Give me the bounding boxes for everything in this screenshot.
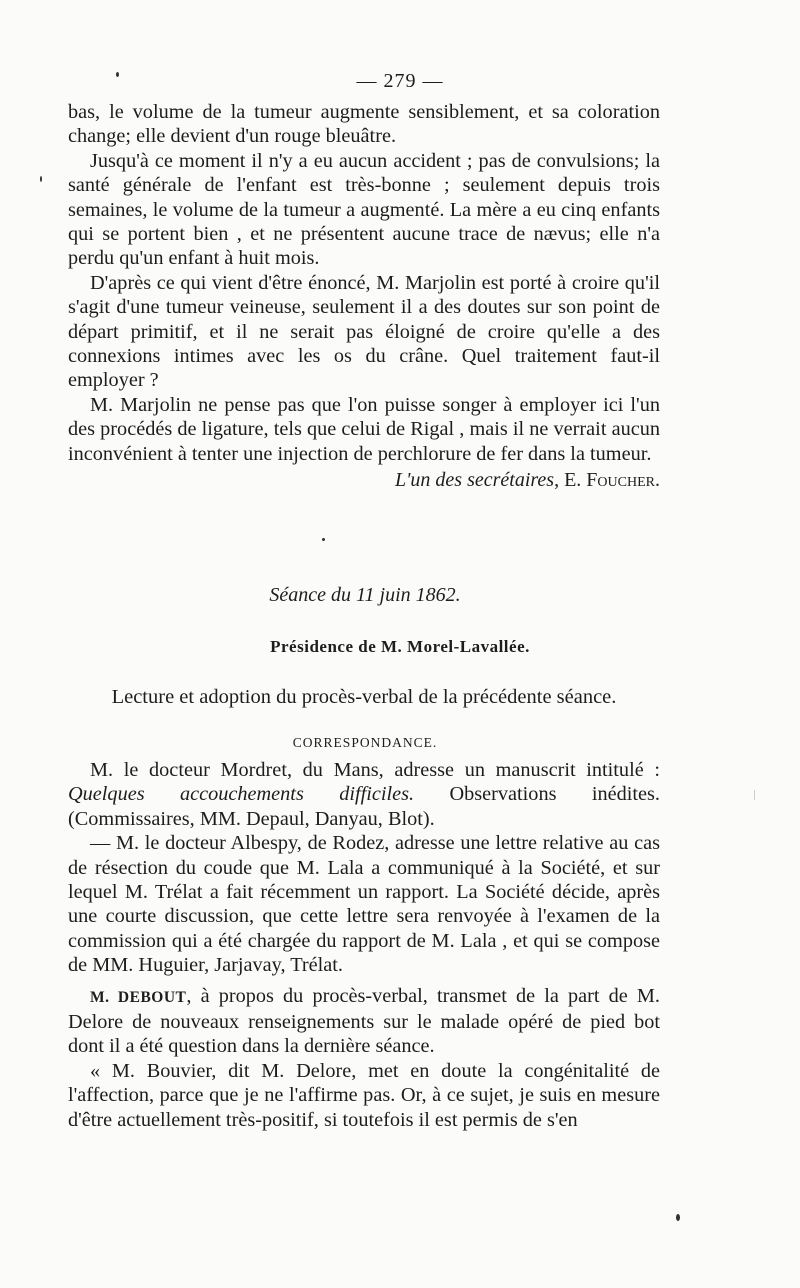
- paragraph: bas, le volume de la tumeur augmente sensiblement, et sa coloration change; elle devient d'un rouge bleuâtre.: [68, 101, 660, 148]
- signature: L'un des secrétaires, E. Foucher.: [395, 469, 660, 492]
- signature-role: L'un des secrétaires: [395, 469, 555, 492]
- corr-text: Observations inédites. (Commissaires, MM. Depaul, Danyau, Blot).: [68, 783, 660, 830]
- presidence-heading: Présidence de M. Morel-Lavallée.: [270, 637, 530, 656]
- paragraph-debout: [68, 984, 660, 1059]
- paragraph: Jusqu'à ce moment il n'y a eu aucun accident ; pas de convulsions; la santé générale de l'enfant est très-bonne ; seulement depuis trois semaines, le volume de la tumeur a augmenté. La mère a eu cinq enfants qui se portent bien , et ne présentent aucune trace de nævus; elle n'a perdu qu'un enfant à huit mois.: [68, 149, 660, 270]
- paragraph: M. Marjolin ne pense pas que l'on puisse songer à employer ici l'un des procédés de ligature, tels que celui de Rigal , mais il ne verrait aucun inconvénient à tenter une injection de perchlorure de fer dans la tumeur.: [68, 393, 660, 465]
- manuscript-title: Quelques accouchements difficiles.: [68, 783, 415, 806]
- paragraph-mordret: [68, 758, 660, 831]
- paragraph-delore: « M. Bouvier, dit M. Delore, met en doute la congénitalité de l'affection, parce que je ne l'affirme pas. Or, à ce sujet, je suis en mesure d'être actuellement très-positif, si toutefois il est permis de s'en: [68, 1059, 660, 1131]
- lecture-line: Lecture et adoption du procès-verbal de la précédente séance.: [111, 686, 617, 708]
- scan-speck: [40, 176, 42, 182]
- debout-text: , à propos du procès-verbal, transmet de la part de M. Delore de nouveaux renseignements sur le malade opéré de pied bot dont il a été question dans la dernière séance.: [68, 984, 660, 1058]
- paragraph: D'après ce qui vient d'être énoncé, M. Marjolin est porté à croire qu'il s'agit d'une tumeur veineuse, seulement il a des doutes sur son point de départ primitif, et il ne serait pas éloigné de croire qu'elle a des connexions intimes avec les os du crâne. Quel traitement faut-il employer ?: [68, 271, 660, 392]
- text-block-bottom: [68, 758, 660, 1132]
- scan-speck: [116, 72, 119, 77]
- signature-name: E. Foucher.: [564, 469, 660, 492]
- scan-speck: [676, 1214, 680, 1221]
- seance-title: Séance du 11 juin 1862.: [269, 584, 461, 606]
- speaker-name: M. DEBOUT: [90, 988, 187, 1006]
- page-number: — 279 —: [356, 70, 444, 92]
- scan-mark: [754, 790, 755, 800]
- paragraph-albespy: — M. le docteur Albespy, de Rodez, adresse une lettre relative au cas de résection du coude que M. Lala a communiqué à la Société, et sur lequel M. Trélat a fait récemment un rapport. La Société décide, après une courte discussion, que cette lettre sera renvoyée à l'examen de la commission qui a été chargée du rapport de M. Lala , et qui se compose de MM. Huguier, Jarjavay, Trélat.: [68, 832, 660, 977]
- corr-text: M. le docteur Mordret, du Mans, adresse un manuscrit intitulé :: [90, 759, 660, 781]
- text-block-top: [68, 100, 660, 493]
- scan-speck: [322, 538, 325, 541]
- correspondance-heading: CORRESPONDANCE.: [292, 735, 438, 750]
